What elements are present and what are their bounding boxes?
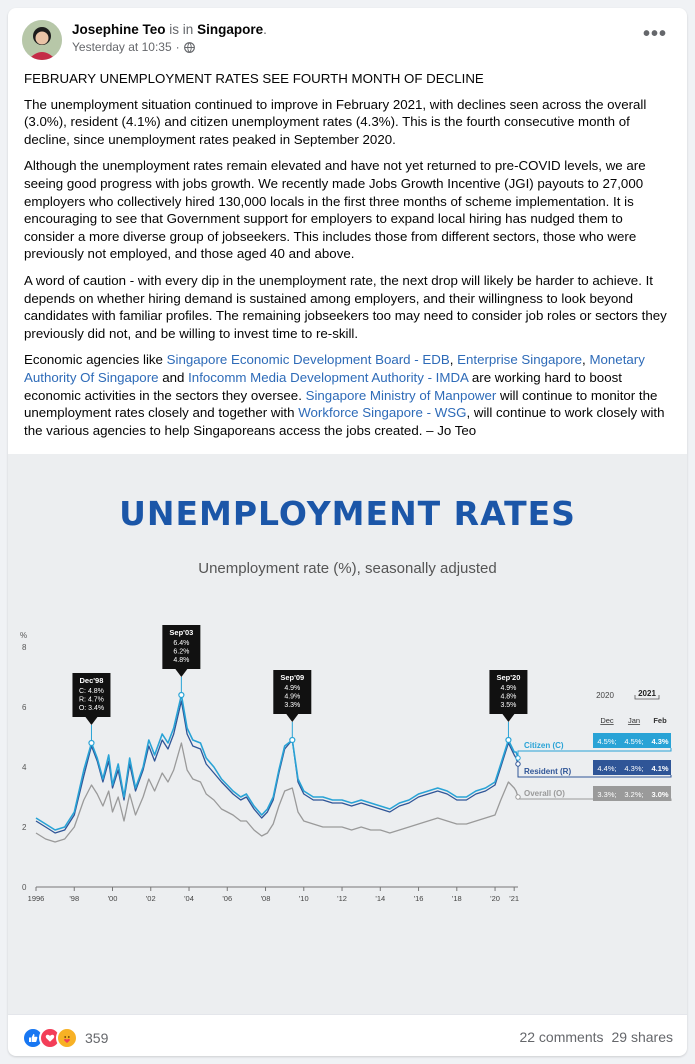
location-link[interactable]: Singapore xyxy=(197,22,264,37)
legend-series-name: Overall (O) xyxy=(524,789,565,798)
post-meta xyxy=(72,40,195,54)
annotation-value: C: 4.8% xyxy=(79,688,104,695)
legend-value: 4.3% xyxy=(651,737,669,746)
annotation-label: Sep'03 xyxy=(169,628,194,637)
author-line xyxy=(72,22,267,37)
annotation-value: R: 4.7% xyxy=(79,696,104,704)
y-tick-label: 8 xyxy=(22,643,27,652)
legend-year-2021: 2021 xyxy=(638,689,656,698)
care-reaction-icon xyxy=(56,1027,78,1049)
annotation-point xyxy=(89,741,94,746)
paragraph-text: are working hard to boost economic activities in the sectors they oversee. xyxy=(24,369,622,403)
shares-count-link[interactable]: 29 shares xyxy=(611,1029,673,1045)
post-headline: FEBRUARY UNEMPLOYMENT RATES SEE FOURTH MONTH OF DECLINE xyxy=(24,71,484,86)
paragraph-text: Economic agencies like xyxy=(24,352,167,368)
x-tick-label: '08 xyxy=(260,894,271,903)
x-tick-label: '21 xyxy=(509,894,520,903)
paragraph-text: will continue to monitor the unemployment rates closely and together with xyxy=(24,387,658,421)
legend-series-name: Citizen (C) xyxy=(524,741,564,750)
x-tick-label: '12 xyxy=(337,894,347,903)
paragraph-text: , xyxy=(582,352,590,368)
meta-dot: · xyxy=(175,40,180,54)
x-tick-label: '02 xyxy=(145,894,156,903)
post-paragraph-3: A word of caution - with every dip in the unemployment rate, the next drop will likely be harder to achieve. It depends on whether hiring demand is sustained among employers, and their willingness to look beyond candidates with familiar profiles. The remaining jobseekers too may need to consider job roles or sectors they previously did not, and be willing to invest time to re-skill. xyxy=(24,272,667,341)
y-tick-label: 0 xyxy=(22,883,27,892)
x-tick-label: '14 xyxy=(375,894,386,903)
annotation-point xyxy=(179,693,184,698)
legend-value: 4.1% xyxy=(651,764,669,773)
series-endpoint xyxy=(516,762,520,766)
legend-value: 4.4%; xyxy=(597,764,617,773)
post-paragraph-2: Although the unemployment rates remain elevated and have not yet returned to pre-COVID levels, we are seeing good progress with jobs growth. We recently made Jobs Growth Incentive (JGI) payouts to 27,000 employers who collectively hired 130,000 locals in the first three months of scheme implementation. It is encouraging to see that Government support for employers to expand local hiring has nudged them to consider a more diverse group of jobseekers. This includes those from different sectors, those who were previously not employed, and those aged 40 and above. xyxy=(24,158,646,262)
series-endpoint xyxy=(516,756,520,760)
y-tick-label: 2 xyxy=(22,823,27,832)
y-tick-label: 4 xyxy=(22,763,27,772)
globe-icon[interactable] xyxy=(184,42,195,53)
x-tick-label: '98 xyxy=(69,894,80,903)
series-endpoint xyxy=(516,795,520,799)
y-axis-label: % xyxy=(20,631,28,640)
paragraph-text: , xyxy=(449,352,458,368)
annotation-value: 4.9% xyxy=(284,693,301,701)
x-tick-label: '06 xyxy=(222,894,233,903)
mom-link[interactable]: Singapore Ministry of Manpower xyxy=(305,387,497,403)
post-card xyxy=(8,8,687,1056)
annotation-value: 4.9% xyxy=(284,685,301,692)
legend-value: 4.3%; xyxy=(624,764,644,773)
y-tick-label: 6 xyxy=(22,703,27,712)
comments-count-link[interactable]: 22 comments xyxy=(519,1029,604,1045)
annotation-value: 4.8% xyxy=(500,693,517,701)
timestamp-link[interactable]: Yesterday at 10:35 xyxy=(72,40,172,54)
x-tick-label: '18 xyxy=(451,894,462,903)
engagement-counts xyxy=(519,1029,673,1045)
legend-value: 3.2%; xyxy=(624,790,644,799)
wsg-link[interactable]: Workforce Singapore - WSG xyxy=(298,405,467,421)
legend-value: 4.5%; xyxy=(624,737,644,746)
annotation-point xyxy=(290,738,295,743)
x-tick-label: 1996 xyxy=(27,894,45,903)
annotation-label: Dec'98 xyxy=(79,676,104,685)
legend-year-2020: 2020 xyxy=(596,691,614,700)
more-options-button[interactable]: ••• xyxy=(642,23,667,45)
annotation-value: 3.5% xyxy=(500,702,517,709)
edb-link[interactable]: Singapore Economic Development Board - EDB xyxy=(166,352,450,368)
annotation-point xyxy=(506,738,511,743)
annotation-value: 6.2% xyxy=(173,648,190,656)
annotation-value: 4.8% xyxy=(173,657,190,664)
annotation-label: Sep'09 xyxy=(280,673,305,682)
legend-value: 3.3%; xyxy=(597,790,617,799)
legend-month: Feb xyxy=(653,716,667,725)
reaction-count[interactable]: 359 xyxy=(85,1030,109,1046)
x-tick-label: '16 xyxy=(413,894,424,903)
annotation-value: 6.4% xyxy=(173,640,190,647)
post-body xyxy=(24,70,674,448)
x-tick-label: '20 xyxy=(490,894,500,903)
annotation-value: O: 3.4% xyxy=(78,705,105,712)
author-name-link[interactable]: Josephine Teo xyxy=(72,22,166,37)
unemployment-chart xyxy=(8,454,687,1014)
post-header xyxy=(8,8,687,68)
chart-image[interactable] xyxy=(8,454,687,1014)
chart-title: UNEMPLOYMENT RATES xyxy=(119,494,576,533)
legend-value: 3.0% xyxy=(651,790,669,799)
avatar-image xyxy=(22,20,62,60)
annotation-label: Sep'20 xyxy=(496,673,521,682)
x-tick-label: '04 xyxy=(184,894,194,903)
legend-month: Dec xyxy=(600,716,614,725)
post-paragraph-4 xyxy=(24,351,674,439)
enterprise-singapore-link[interactable]: Enterprise Singapore xyxy=(457,352,583,368)
chart-subtitle: Unemployment rate (%), seasonally adjusted xyxy=(198,560,497,577)
avatar[interactable] xyxy=(22,20,62,60)
paragraph-text: and xyxy=(158,369,189,385)
annotation-value: 4.9% xyxy=(500,685,517,692)
legend-month: Jan xyxy=(627,716,641,725)
x-tick-label: '10 xyxy=(298,894,309,903)
post-paragraph-1: The unemployment situation continued to improve in February 2021, with declines seen across the overall (3.0%), resident (4.1%) and citizen unemployment rates (4.3%). This is the fourth consecutive month of decline, since unemployment rates peaked in September 2020. xyxy=(24,96,647,147)
paragraph-text: , will continue to work closely with the various agencies to help Singaporeans access the jobs created. – Jo Teo xyxy=(24,405,665,438)
reactions-summary[interactable] xyxy=(22,1027,108,1049)
is-in-text: is in xyxy=(169,22,194,37)
author-line-period: . xyxy=(263,22,267,37)
imda-link[interactable]: Infocomm Media Development Authority - IMDA xyxy=(188,369,469,385)
x-tick-label: '00 xyxy=(107,894,118,903)
legend-value: 4.5%; xyxy=(597,737,617,746)
legend-series-name: Resident (R) xyxy=(524,767,572,776)
annotation-value: 3.3% xyxy=(284,702,301,709)
post-footer xyxy=(8,1014,687,1056)
mas-link[interactable]: Monetary Authority Of Singapore xyxy=(24,352,645,385)
